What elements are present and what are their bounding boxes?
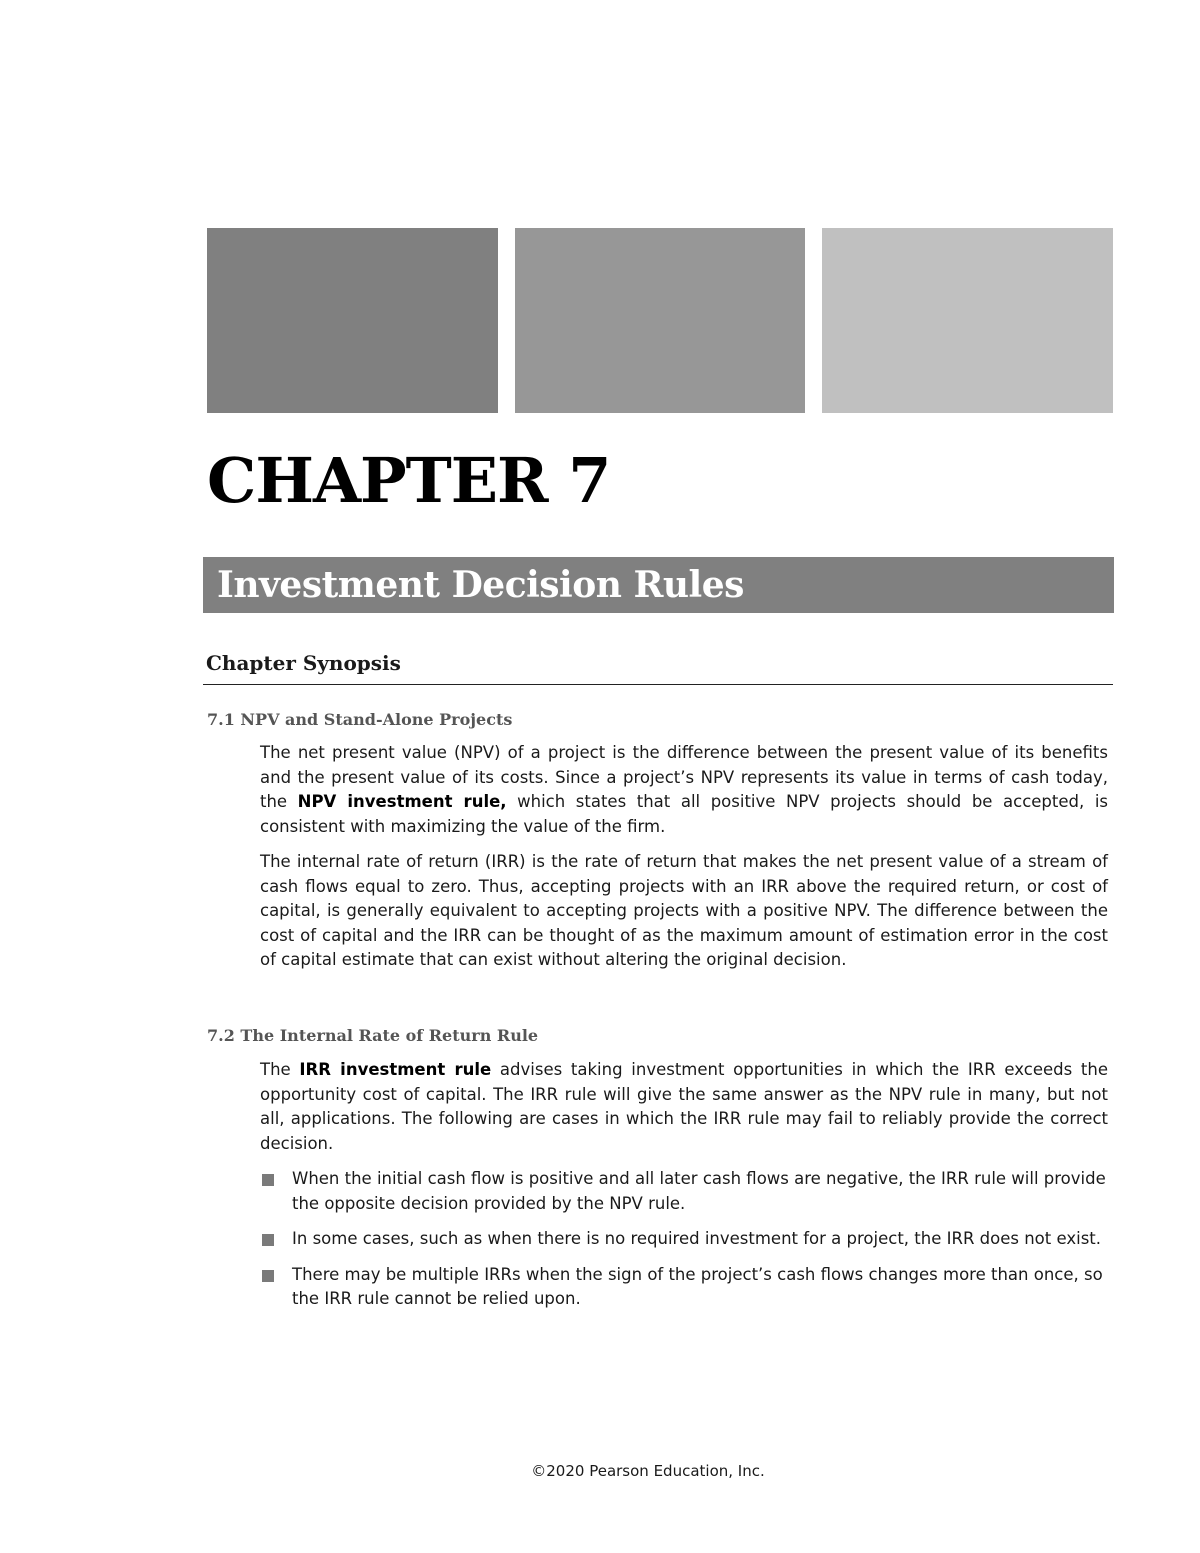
chapter-title-initial: C [207,444,256,517]
list-item [260,1227,1108,1252]
paragraph-text: advises taking investment opportunities in which the IRR exceeds the opportunity cost of capital. The IRR rule will give the same answer as the NPV rule in many, but not all, applications. The following are cases in which the IRR rule may fail to reliably provide the correct decision. [260,1060,1108,1153]
section-heading-7-1: 7.1 NPV and Stand-Alone Projects [207,710,513,729]
list-item-text: When the initial cash flow is positive and all later cash flows are negative, the IRR rule will provide the opposite decision provided by the NPV rule. [292,1169,1106,1213]
bold-term-npv-investment-rule: NPV investment rule, [297,792,507,811]
chapter-title [207,436,610,526]
header-block-medium [515,228,806,413]
irr-failure-list [260,1167,1108,1312]
square-bullet-icon [262,1174,274,1186]
decorative-header-blocks [207,228,1113,413]
section-body-7-1 [260,741,1108,984]
section-body-7-2 [260,1058,1108,1323]
square-bullet-icon [262,1234,274,1246]
paragraph-text: The [260,1060,300,1079]
list-item-text: There may be multiple IRRs when the sign of the project’s cash flows changes more than once, so the IRR rule cannot be relied upon. [292,1264,1103,1308]
square-bullet-icon [262,1270,274,1282]
synopsis-heading: Chapter Synopsis [206,651,401,675]
chapter-subtitle: Investment Decision Rules [217,564,744,606]
list-item-text: In some cases, such as when there is no required investment for a project, the IRR does not exist. [292,1229,1102,1248]
synopsis-heading-rule [203,648,1113,685]
paragraph-irr-rule [260,1058,1108,1156]
chapter-title-word: HAPTER [255,444,548,517]
header-block-light [822,228,1113,413]
bold-term-irr-investment-rule: IRR investment rule [299,1060,492,1079]
paragraph-text: The net present value (NPV) of a project is the difference between the present value of its benefits and the present value of its costs. Since a project’s NPV represents its value in terms of cash today, the [260,743,1108,811]
list-item [260,1167,1108,1216]
section-heading-7-2: 7.2 The Internal Rate of Return Rule [207,1026,539,1045]
paragraph-irr-definition: The internal rate of return (IRR) is the rate of return that makes the net present value of a stream of cash flows equal to zero. Thus, accepting projects with an IRR above the required return, or cost of capital, is generally equivalent to accepting projects with a positive NPV. The difference between the cost of capital and the IRR can be thought of as the maximum amount of estimation error in the cost of capital estimate that can exist without altering the original decision. [260,852,1108,969]
chapter-subtitle-bar [203,557,1114,613]
paragraph-text: which states that all positive NPV projects should be accepted, is consistent with maximizing the value of the firm. [260,792,1109,836]
paragraph-npv-definition [260,741,1108,839]
header-block-dark [207,228,498,413]
list-item [260,1263,1108,1312]
copyright-footer: ©2020 Pearson Education, Inc. [531,1462,765,1480]
chapter-number: 7 [568,444,611,517]
